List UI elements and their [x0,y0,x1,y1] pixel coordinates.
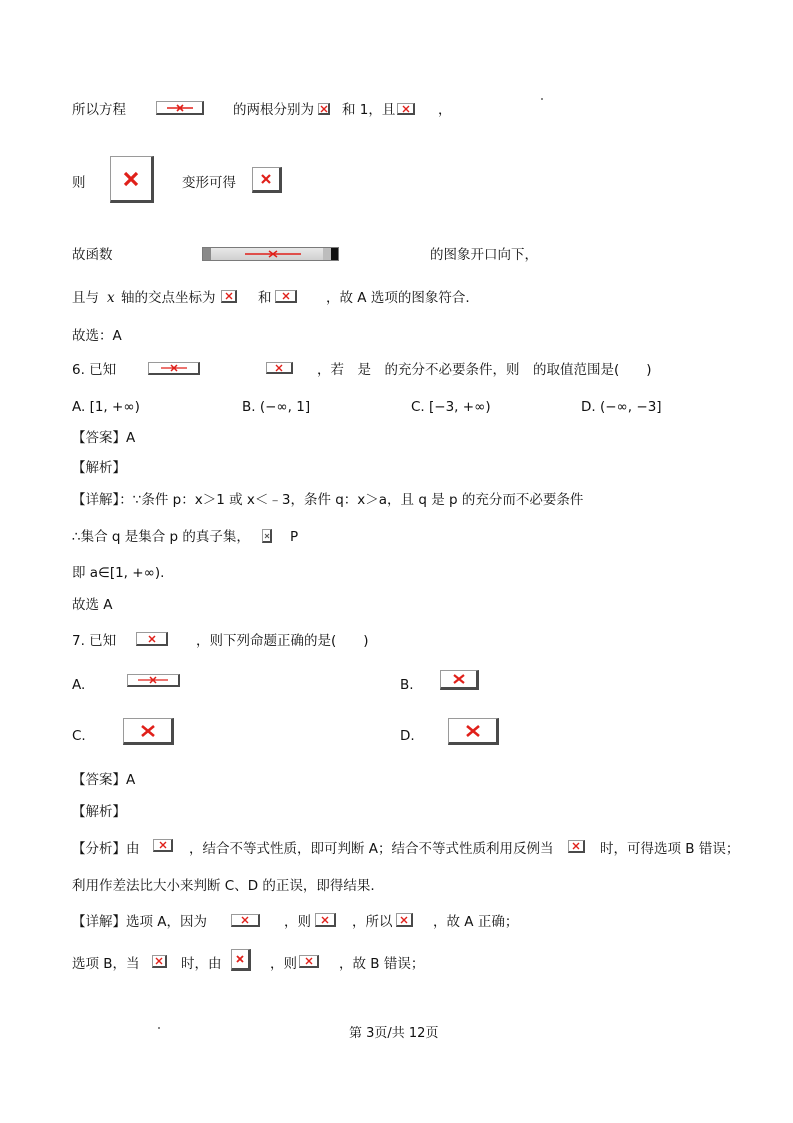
q7-fenxi-line2: 利用作差法比大小来判断 C、D 的正误，即得结果. [72,878,375,894]
text-comma: ， [438,102,452,118]
q6-stem: ，若 是 的充分不必要条件，则 的取值范围是( ) [317,362,652,378]
q7-number: 7. 已知 [72,633,117,649]
broken-image-icon [136,632,168,646]
text-choose-a: 故选：A [72,328,122,344]
q7-option-c-label: C. [72,728,86,744]
q7-fenxi-b: ，结合不等式性质，即可判断 A；结合不等式性质利用反例当 [189,841,554,857]
q7-detail-c: ，所以 [352,914,393,930]
broken-image-icon [568,840,585,853]
q7-fenxi-c: 时，可得选项 B 错误； [600,841,740,857]
broken-image-icon [397,103,415,115]
text-transform: 变形可得 [182,175,236,191]
q6-option-d: D. (−∞, −3] [581,399,662,415]
text-and: 和 [258,290,272,306]
text-so-equation: 所以方程 [72,102,126,118]
text-x-var: x [107,290,115,306]
broken-image-icon [231,949,251,971]
text-then: 则 [72,175,86,191]
q6-subset-p: P [290,529,299,545]
q7-option-d-label: D. [400,728,415,744]
q7-last-a: 选项 B，当 [72,956,140,972]
text-opens-downward: 的图象开口向下， [430,247,538,263]
q7-option-b-label: B. [400,677,414,693]
q7-detail-a: 【详解】选项 A，因为 [72,914,208,930]
q6-choose: 故选 A [72,597,113,613]
q6-option-b: B. (−∞, 1] [242,399,311,415]
broken-image-icon [440,670,479,690]
q7-last-d: ，故 B 错误； [339,956,425,972]
broken-image-icon [448,718,499,745]
broken-image-icon [127,674,180,687]
broken-image-icon [262,529,272,543]
text-axis-intersection: 轴的交点坐标为 [121,290,216,306]
broken-image-icon [266,362,293,374]
broken-image-icon [318,103,330,115]
broken-image-icon [221,290,237,303]
q7-detail-b: ，则 [284,914,311,930]
q7-fenxi-a: 【分析】由 [72,841,140,857]
broken-image-icon [252,167,282,193]
q7-detail-d: ，故 A 正确； [433,914,519,930]
q7-analysis-heading: 【解析】 [72,804,126,820]
text-two-roots: 的两根分别为 [233,102,314,118]
broken-image-icon [153,839,173,852]
broken-image-icon [231,914,260,927]
broken-image-icon [396,913,413,927]
q7-last-b: 时，由 [181,956,222,972]
broken-image-icon [299,955,319,968]
q6-option-c: C. [−3, +∞) [411,399,491,415]
q6-range: 即 a∈[1, +∞). [72,565,165,581]
q6-answer: 【答案】A [72,430,136,446]
q7-answer: 【答案】A [72,772,136,788]
broken-image-icon [156,101,204,115]
q7-last-c: ，则 [270,956,297,972]
q6-option-a: A. [1, +∞) [72,399,140,415]
text-and-with: 且与 [72,290,99,306]
q6-subset-line: ∴集合 q 是集合 p 的真子集， [72,529,250,545]
q6-detail: 【详解】：∵条件 p：x＞1 或 x＜﹣3，条件 q：x＞a，且 q 是 p 的充分而不必要条件 [72,492,584,508]
q7-option-a-label: A. [72,677,86,693]
page-footer: 第 3页/共 12页 [349,1026,439,1041]
broken-image-icon [315,913,336,927]
stray-dot [541,98,543,100]
broken-image-icon [123,718,174,745]
text-function: 故函数 [72,247,113,263]
broken-image-icon [275,290,297,303]
stray-dot [158,1027,160,1029]
q7-stem: ，则下列命题正确的是( ) [196,633,369,649]
broken-image-icon [110,156,154,203]
broken-image-icon [148,362,200,375]
text-and-one: 和 1，且 [342,102,396,118]
broken-image-icon [202,247,339,261]
q6-number: 6. 已知 [72,362,117,378]
broken-image-icon [152,955,167,968]
q6-analysis-heading: 【解析】 [72,460,126,476]
text-option-a-matches: ，故 A 选项的图象符合. [326,290,470,306]
